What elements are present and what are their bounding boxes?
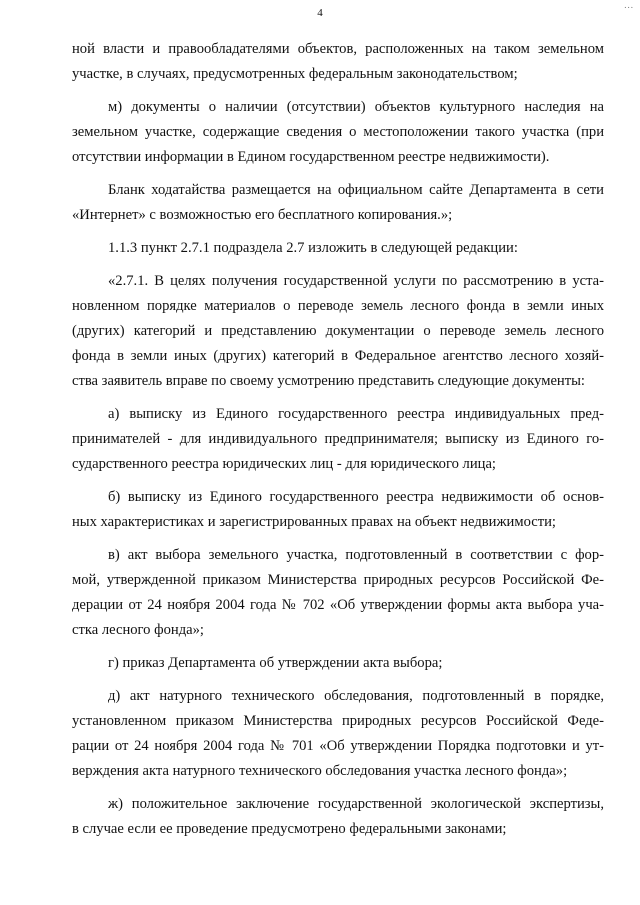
text-line: ства заявитель вправе по своему усмотрению представить следующие документы: [72,373,585,389]
text-line: дерации от 24 ноября 2004 года № 702 «Об утверждении формы акта выбора уча- [72,597,604,613]
text-line: ной власти и правообладателями объектов, расположенных на таком земельном [72,41,604,57]
text-line: ж) положительное заключение государственной экологической экспертизы, [108,796,604,812]
text-line: ных характеристиках и зарегистрированных правах на объект недвижимости; [72,514,556,530]
text-line: отсутствии информации в Едином государственном реестре недвижимости). [72,149,550,165]
page-number: 4 [317,7,323,19]
text-line: верждения акта натурного технического обследования участка лесного фонда»; [72,763,568,779]
text-line: (других) категорий и представлению документации о переводе земель лесного [72,323,604,339]
text-line: б) выписку из Единого государственного реестра недвижимости об основ- [108,489,604,505]
text-line: стка лесного фонда»; [72,622,204,638]
text-line: участке, в случаях, предусмотренных федеральным законодательством; [72,66,518,82]
document-body [72,37,604,842]
text-line: рации от 24 ноября 2004 года № 701 «Об утверждении Порядка подготовки и ут- [72,738,604,754]
text-line: «Интернет» с возможностью его бесплатного копирования.»; [72,207,453,223]
text-line: м) документы о наличии (отсутствии) объектов культурного наследия на [108,99,604,115]
text-line: д) акт натурного технического обследования, подготовленный в порядке, [108,688,604,704]
text-line: в случае если ее проведение предусмотрено федеральными законами; [72,821,507,837]
text-line: 1.1.3 пункт 2.7.1 подраздела 2.7 изложить в следующей редакции: [108,240,518,256]
text-line: земельном участке, содержащие сведения о местоположении такого участка (при [72,124,604,140]
text-line: сударственного реестра юридических лиц - для юридического лица; [72,456,496,472]
text-line: новленном порядке материалов о переводе земель лесного фонда в земли иных [72,298,604,314]
text-line: принимателей - для индивидуального предпринимателя; выписку из Единого го- [72,431,604,447]
text-line: «2.7.1. В целях получения государственной услуги по рассмотрению в уста- [108,273,604,289]
text-line: г) приказ Департамента об утверждении акта выбора; [108,655,443,671]
text-line: фонда в земли иных (других) категорий в Федеральное агентство лесного хозяй- [72,348,604,364]
text-line: мой, утвержденной приказом Министерства природных ресурсов Российской Фе- [72,572,604,588]
corner-mark: ... [624,0,634,10]
text-line: установленном приказом Министерства природных ресурсов Российской Феде- [72,713,604,729]
text-line: а) выписку из Единого государственного реестра индивидуальных пред- [108,406,604,422]
text-line: в) акт выбора земельного участка, подготовленный в соответствии с фор- [108,547,604,563]
text-line: Бланк ходатайства размещается на официальном сайте Департамента в сети [108,182,604,198]
